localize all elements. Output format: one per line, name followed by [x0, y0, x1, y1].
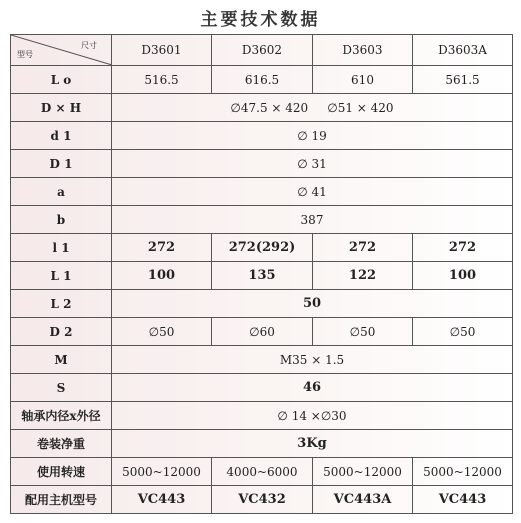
row-label: L 2 — [11, 290, 112, 318]
table-cell: 616.5 — [212, 66, 313, 94]
table-cell: VC443 — [112, 486, 212, 514]
table-row — [11, 150, 513, 178]
row-label: M — [11, 346, 112, 374]
row-label: 配用主机型号 — [11, 486, 112, 514]
table-cell: ∅ 19 — [112, 122, 513, 150]
model-header: D3602 — [212, 35, 313, 66]
model-header: D3601 — [112, 35, 212, 66]
row-label: L o — [11, 66, 112, 94]
table-cell: M35 × 1.5 — [112, 346, 513, 374]
row-label: d 1 — [11, 122, 112, 150]
table-cell: 387 — [112, 206, 513, 234]
table-row — [11, 486, 513, 514]
row-label: S — [11, 374, 112, 402]
table-cell: ∅50 — [313, 318, 413, 346]
table-cell: ∅ 31 — [112, 150, 513, 178]
table-cell: 561.5 — [413, 66, 513, 94]
table-row — [11, 290, 513, 318]
table-cell: 5000~12000 — [413, 458, 513, 486]
table-cell: 3Kg — [112, 430, 513, 458]
table-cell: 50 — [112, 290, 513, 318]
table-cell: VC443 — [413, 486, 513, 514]
table-cell: 4000~6000 — [212, 458, 313, 486]
row-label: L 1 — [11, 262, 112, 290]
table-row — [11, 122, 513, 150]
table-row — [11, 66, 513, 94]
table-cell: 5000~12000 — [313, 458, 413, 486]
table-cell: ∅ 14 ×∅30 — [112, 402, 513, 430]
table-cell: 272(292) — [212, 234, 313, 262]
table-cell: ∅50 — [413, 318, 513, 346]
row-label: a — [11, 178, 112, 206]
spec-table — [10, 34, 513, 514]
corner-cell — [11, 35, 112, 66]
table-row — [11, 94, 513, 122]
table-row — [11, 262, 513, 290]
row-label: l 1 — [11, 234, 112, 262]
row-label: b — [11, 206, 112, 234]
table-cell: 272 — [413, 234, 513, 262]
page-title: 主要技术数据 — [200, 10, 321, 30]
table-cell: 46 — [112, 374, 513, 402]
table-cell: ∅47.5 × 420 ∅51 × 420 — [112, 94, 513, 122]
corner-dimension-label: 尺寸 — [81, 41, 97, 50]
corner-model-label: 型号 — [17, 50, 33, 59]
table-cell: 122 — [313, 262, 413, 290]
row-label: D × H — [11, 94, 112, 122]
row-label: D 1 — [11, 150, 112, 178]
table-row — [11, 178, 513, 206]
row-label: 使用转速 — [11, 458, 112, 486]
table-cell: 5000~12000 — [112, 458, 212, 486]
row-label: 卷装净重 — [11, 430, 112, 458]
model-header: D3603 — [313, 35, 413, 66]
row-label: D 2 — [11, 318, 112, 346]
table-cell: ∅60 — [212, 318, 313, 346]
table-row — [11, 206, 513, 234]
table-cell: VC443A — [313, 486, 413, 514]
table-row — [11, 234, 513, 262]
table-cell: VC432 — [212, 486, 313, 514]
table-row — [11, 402, 513, 430]
table-header-row — [11, 35, 513, 66]
model-header: D3603A — [413, 35, 513, 66]
table-cell: 272 — [112, 234, 212, 262]
table-row — [11, 318, 513, 346]
table-cell: 610 — [313, 66, 413, 94]
table-cell: 100 — [112, 262, 212, 290]
table-cell: ∅50 — [112, 318, 212, 346]
table-cell: ∅ 41 — [112, 178, 513, 206]
table-cell: 516.5 — [112, 66, 212, 94]
row-label: 轴承内径x外径 — [11, 402, 112, 430]
table-row — [11, 458, 513, 486]
table-row — [11, 374, 513, 402]
table-cell: 272 — [313, 234, 413, 262]
table-cell: 100 — [413, 262, 513, 290]
table-cell: 135 — [212, 262, 313, 290]
table-row — [11, 430, 513, 458]
table-row — [11, 346, 513, 374]
